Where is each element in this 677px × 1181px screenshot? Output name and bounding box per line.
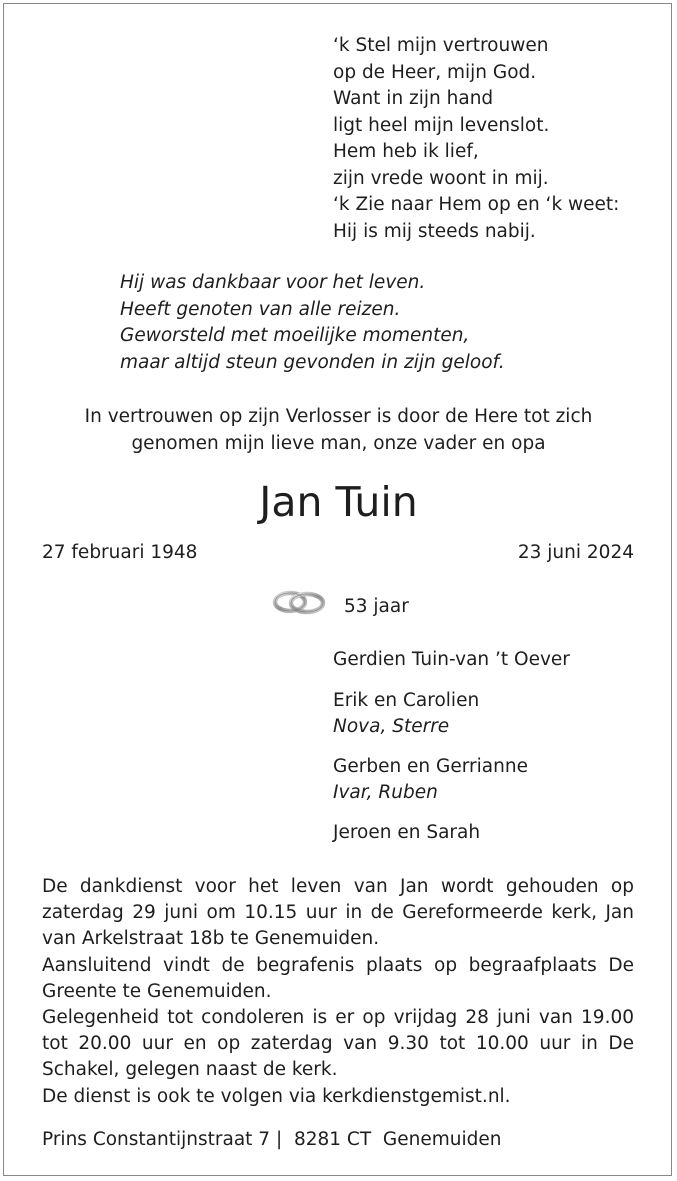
death-date: 23 juni 2024 — [517, 542, 634, 563]
italic-verse — [120, 270, 505, 376]
family-list — [333, 647, 570, 859]
intro-text — [0, 404, 677, 457]
poem-line: Hem heb ik lief, — [333, 141, 479, 162]
service-paragraph: Gelegenheid tot condoleren is er op vrijdag 28 juni van 19.00 tot 20.00 uur en op zaterdag van 9.30 tot 10.00 uur in De Schakel, gelegen naast de kerk. — [42, 1007, 634, 1081]
parents-names: Erik en Carolien — [333, 689, 480, 711]
poem-line: ‘k Zie naar Hem op en ‘k weet: — [333, 194, 620, 215]
intro-line: genomen mijn lieve man, onze vader en opa — [131, 432, 546, 454]
parents-names: Jeroen en Sarah — [333, 821, 481, 843]
intro-line: In vertrouwen op zijn Verlosser is door de Here tot zich — [84, 406, 593, 427]
family-group — [333, 820, 570, 847]
service-paragraph: De dienst is ook te volgen via kerkdienstgemist.nl. — [42, 1085, 511, 1107]
birth-date: 27 februari 1948 — [42, 542, 198, 563]
verse-line: Heeft genoten van alle reizen. — [120, 298, 401, 320]
family-group — [333, 754, 570, 807]
verse-line: Geworsteld met moeilijke momenten, — [120, 325, 470, 346]
poem — [333, 33, 619, 245]
deceased-name: Jan Tuin — [259, 478, 418, 526]
address: Prins Constantijnstraat 7 | 8281 CT Genemuiden — [42, 1129, 502, 1150]
poem-line: zijn vrede woont in mij. — [333, 167, 549, 189]
poem-line: ligt heel mijn levenslot. — [333, 114, 550, 136]
family-group — [333, 688, 570, 741]
poem-line: ‘k Stel mijn vertrouwen — [333, 35, 549, 56]
verse-line: Hij was dankbaar voor het leven. — [120, 272, 426, 293]
poem-line: Want in zijn hand — [333, 88, 494, 109]
poem-line: Hij is mij steeds nabij. — [333, 220, 536, 242]
service-paragraph: Aansluitend vindt de begrafenis plaats op begraafplaats De Greente te Genemuiden. — [42, 954, 634, 1002]
wedding-rings-icon — [270, 587, 328, 617]
children-names: Ivar, Ruben — [333, 782, 438, 803]
verse-line: maar altijd steun gevonden in zijn geloof. — [120, 351, 505, 373]
service-info — [42, 874, 634, 1110]
service-paragraph: De dankdienst voor het leven van Jan wordt gehouden op zaterdag 29 juni om 10.15 uur in de Gereformeerde kerk, Jan van Arkelstraat 18b te Genemuiden. — [42, 876, 634, 950]
parents-names: Gerben en Gerrianne — [333, 755, 528, 777]
spouse-name: Gerdien Tuin-van ’t Oever — [333, 649, 570, 670]
marriage-years: 53 jaar — [344, 596, 409, 617]
poem-line: op de Heer, mijn God. — [333, 61, 537, 83]
children-names: Nova, Sterre — [333, 716, 450, 737]
